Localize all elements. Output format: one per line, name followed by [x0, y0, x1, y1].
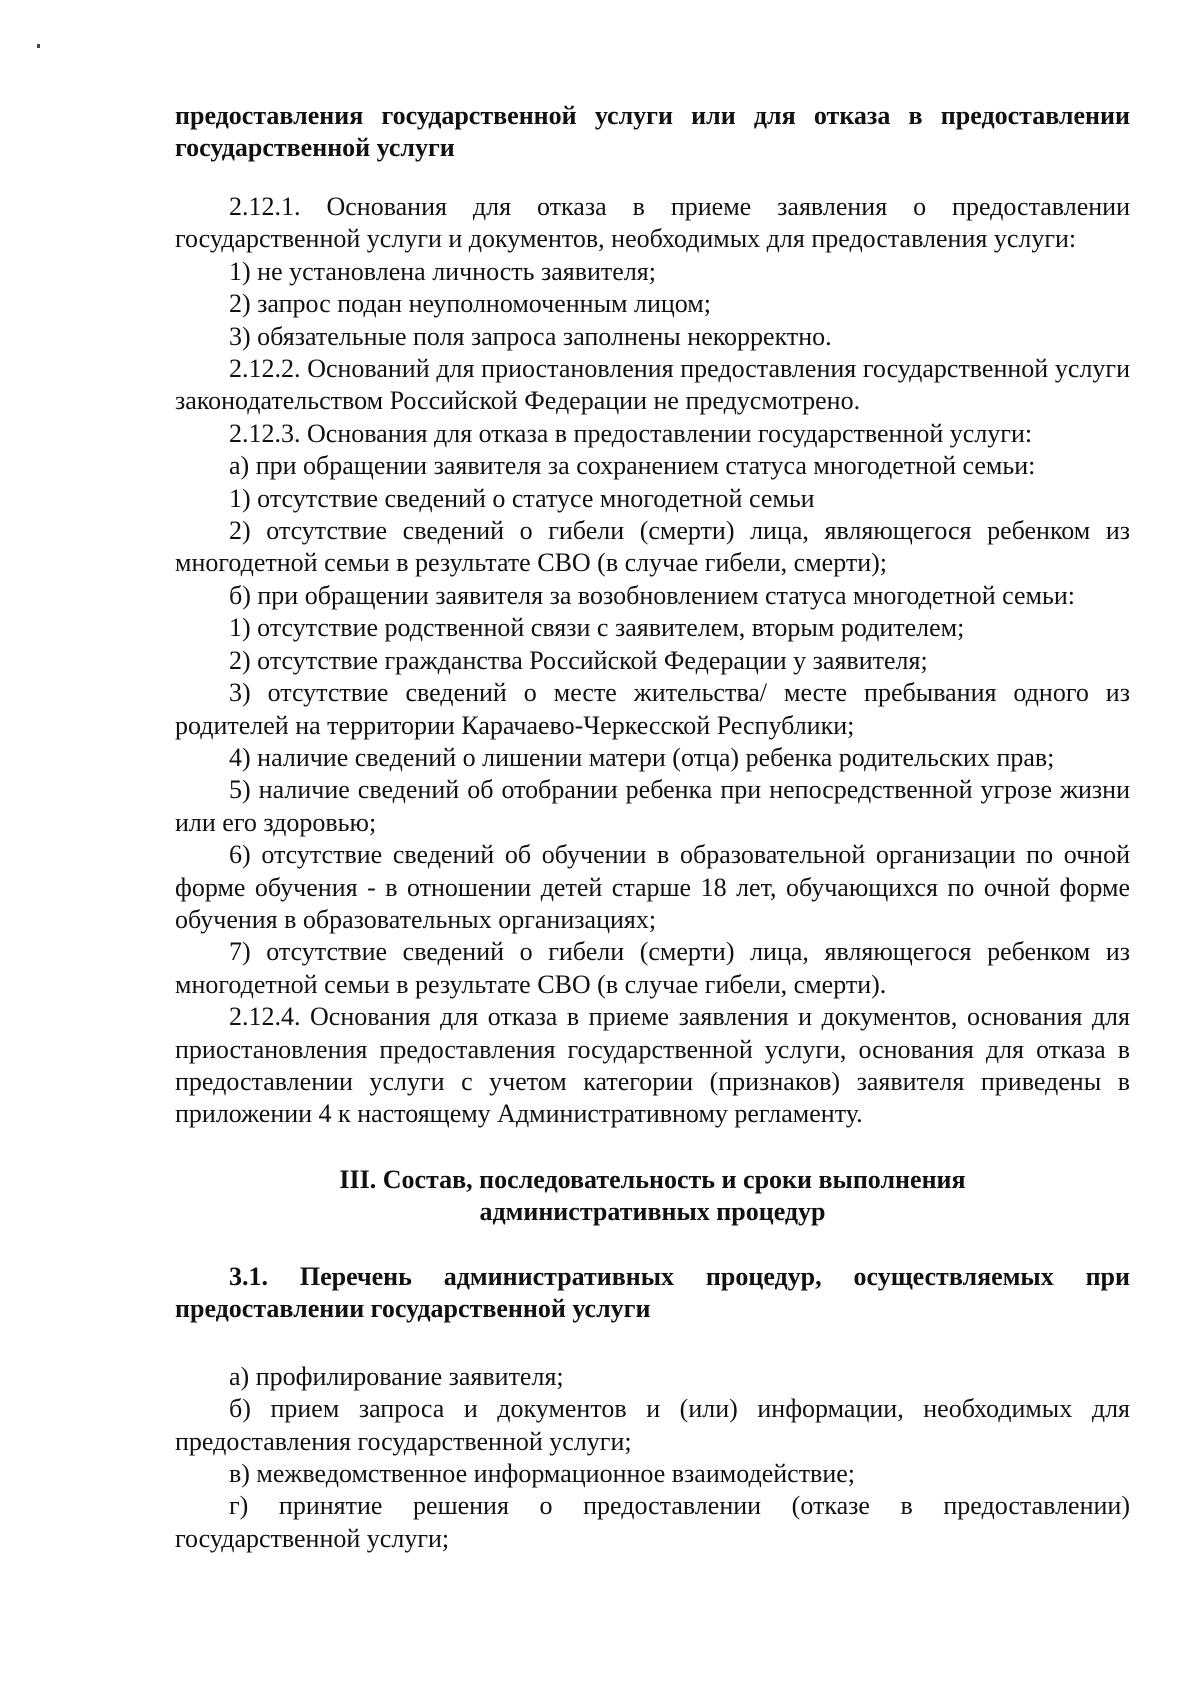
paragraph: 4) наличие сведений о лишении матери (отца) ребенка родительских прав; [229, 742, 1055, 772]
paragraph: 2.12.4. Основания для отказа в приеме заявления и документов, основания для приостановления предоставления государственной услуги, основания для отказа в предоставлении услуги с учетом категории (признаков) заявителя приведены в приложении 4 к настоящему Административному регламенту. [175, 1002, 1130, 1129]
section-title [175, 1164, 1130, 1228]
paragraph: 7) отсутствие сведений о гибели (смерти) лица, являющегося ребенком из многодетной семьи в результате СВО (в случае гибели, смерти). [175, 937, 1130, 999]
heading-continued: предоставления государственной услуги или для отказа в предоставлении государственной услуги [175, 101, 1130, 162]
section-title-line1: III. Состав, последовательность и сроки выполнения [339, 1164, 966, 1194]
paragraph: 2.12.3. Основания для отказа в предоставлении государственной услуги: [229, 418, 1033, 448]
paragraph: в) межведомственное информационное взаимодействие; [229, 1459, 856, 1488]
paragraph: 2.12.1. Основания для отказа в приеме заявления о предоставлении государственной услуги и документов, необходимых для предоставления услуги: [175, 192, 1130, 254]
paragraph: г) принятие решения о предоставлении (отказе в предоставлении) государственной услуги; [175, 1491, 1130, 1553]
paragraph: 1) отсутствие сведений о статусе многодетной семьи [229, 483, 815, 513]
paragraph: 2) запрос подан неуполномоченным лицом; [229, 289, 711, 319]
paragraph: 2.12.2. Оснований для приостановления предоставления государственной услуги законодательством Российской Федерации не предусмотрено. [175, 354, 1130, 416]
paragraphs-block-a [175, 191, 1130, 1131]
paragraph: 3) обязательные поля запроса заполнены некорректно. [229, 321, 832, 351]
paragraphs-block-b [175, 1361, 1130, 1555]
subsection-title: 3.1. Перечень административных процедур, осуществляемых при предоставлении государственной услуги [175, 1261, 1130, 1323]
paragraph: 2) отсутствие сведений о гибели (смерти) лица, являющегося ребенком из многодетной семьи в результате СВО (в случае гибели, смерти); [175, 516, 1130, 578]
paragraph: 5) наличие сведений об отобрании ребенка при непосредственной угрозе жизни или его здоровью; [175, 775, 1130, 837]
paragraph: 1) отсутствие родственной связи с заявителем, вторым родителем; [229, 613, 965, 643]
paragraph: 6) отсутствие сведений об обучении в образовательной организации по очной форме обучения - в отношении детей старше 18 лет, обучающихся по очной форме обучения в образовательных организациях; [175, 840, 1130, 934]
section-title-line2: административных процедур [479, 1196, 826, 1226]
paragraph: б) прием запроса и документов и (или) информации, необходимых для предоставления государственной услуги; [175, 1394, 1130, 1456]
paragraph: 3) отсутствие сведений о месте жительства/ месте пребывания одного из родителей на территории Карачаево-Черкесской Республики; [175, 678, 1130, 740]
paragraph: а) профилирование заявителя; [229, 1361, 564, 1391]
paragraph: 1) не установлена личность заявителя; [229, 256, 656, 286]
scan-speck [37, 44, 40, 48]
paragraph: а) при обращении заявителя за сохранением статуса многодетной семьи: [229, 451, 1036, 481]
document-page [175, 100, 1130, 1555]
paragraph: 2) отсутствие гражданства Российской Федерации у заявителя; [229, 645, 928, 675]
paragraph: б) при обращении заявителя за возобновлением статуса многодетной семьи: [229, 580, 1075, 610]
